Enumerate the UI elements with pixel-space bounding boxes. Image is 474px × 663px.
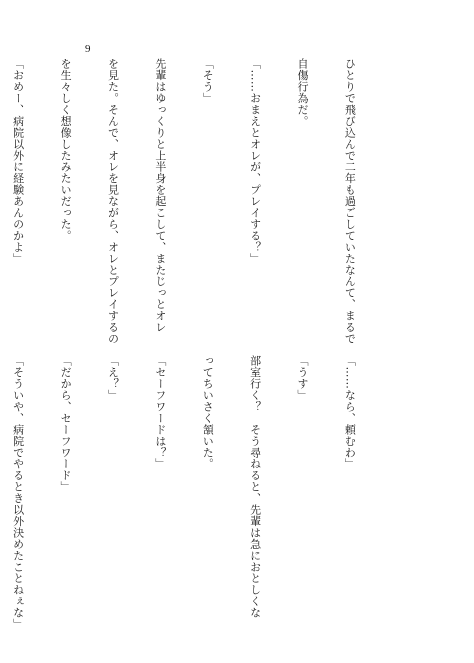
text-line: ってちいさく頷いた。	[201, 355, 215, 470]
text-line: 「おめー、病院以外に経験あんのかよ」	[11, 58, 25, 265]
text-line: を見た。そんで、オレを見ながら、オレとプレイするの	[106, 58, 120, 345]
page-number: 9	[85, 43, 91, 55]
text-line: 「え？」	[106, 355, 120, 401]
text-line: 「……おまえとオレが、プレイする？」	[248, 58, 262, 265]
text-line: 「……なら、頼むわ」	[343, 355, 357, 470]
text-line: 「そう」	[201, 58, 215, 104]
text-line: ひとりで飛び込んで二年も過ごしていたなんて、まるで	[343, 58, 357, 345]
text-line: 「うす」	[296, 355, 310, 401]
text-line: 「セーフワードは？」	[153, 355, 167, 470]
text-line: 「そういや、病院でやるとき以外決めたことねぇな」	[11, 355, 25, 630]
text-line: 「だから、セーフワード」	[59, 355, 73, 493]
text-line: 自傷行為だ。	[296, 58, 310, 127]
text-line: を生々しく想像したみたいだった。	[59, 58, 73, 242]
upper-text-block	[0, 58, 389, 345]
text-line: 先輩はゆっくりと上半身を起こして、またじっとオレ	[153, 58, 167, 333]
text-line: 部室行く？ そう尋ねると、先輩は急におとしくな	[248, 355, 262, 619]
lower-text-block	[0, 355, 389, 630]
